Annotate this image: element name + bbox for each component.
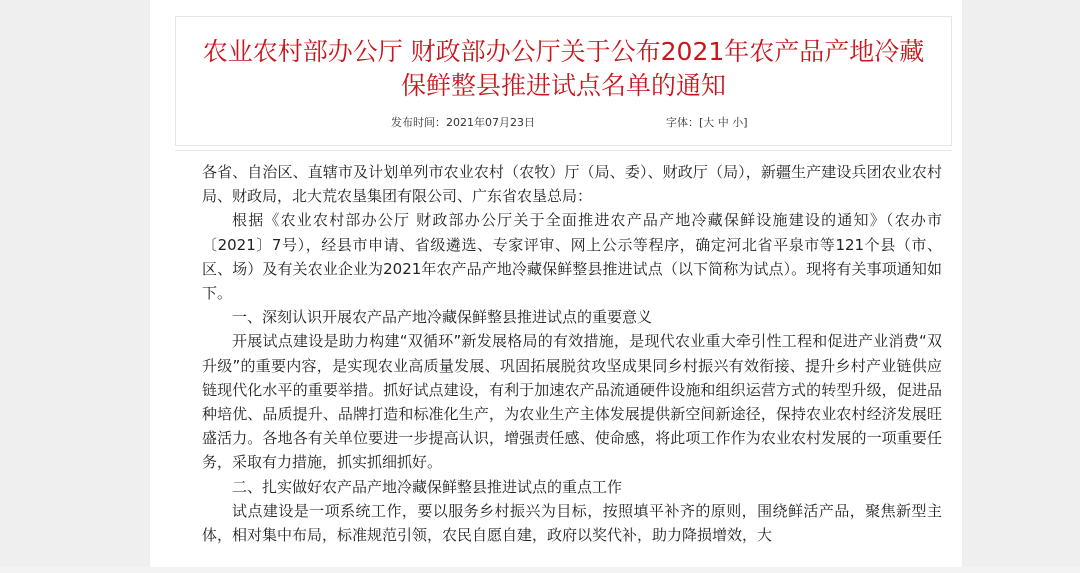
bottom-edge xyxy=(0,567,1080,573)
article-title xyxy=(176,35,951,103)
article-title-line-2: 保鲜整县推进试点名单的通知 xyxy=(400,71,726,100)
font-size-switcher xyxy=(666,114,748,130)
font-size-large-link[interactable]: 大 xyxy=(703,116,715,129)
publish-date: 发布时间：2021年07月23日 xyxy=(391,116,535,129)
section-heading-1: 一、深刻认识开展农产品产地冷藏保鲜整县推进试点的重要意义 xyxy=(232,308,653,327)
font-size-medium-link[interactable]: 中 xyxy=(717,116,729,129)
section-heading-2: 二、扎实做好农产品产地冷藏保鲜整县推进试点的重点工作 xyxy=(232,477,623,496)
font-size-bracket-close: ] xyxy=(743,116,748,129)
section-1-paragraph: 开展试点建设是助力构建“双循环”新发展格局的有效措施，是现代农业重大牵引性工程和促进产业消费“双升级”的重要内容，是实现农业高质量发展、巩固拓展脱贫攻坚成果同乡村振兴有效衔接、提升乡村产业链供应链现代化水平的重要举措。抓好试点建设，有利于加速农产品流通硬件设施和组织运营方式的转型升级，促进品种培优、品质提升、品牌打造和标准化生产，为农业生产主体发展提供新空间新途径，保持农业农村经济发展旺盛活力。各地各有关单位要进一步提高认识，增强责任感、使命感，将此项工作作为农业农村发展的一项重要任务，采取有力措施，抓实抓细抓好。 xyxy=(202,332,942,472)
right-margin xyxy=(962,0,1080,573)
left-margin xyxy=(0,0,150,573)
font-size-label: 字体：[ xyxy=(666,116,704,129)
font-size-small-link[interactable]: 小 xyxy=(732,116,744,129)
section-2-paragraph: 试点建设是一项系统工作，要以服务乡村振兴为目标，按照填平补齐的原则，围绕鲜活产品，聚焦新型主体，相对集中布局，标准规范引领，农民自愿自建，政府以奖代补，助力降损增效，大 xyxy=(202,501,942,545)
article-title-line-1: 农业农村部办公厅 财政部办公厅关于公布2021年农产品产地冷藏 xyxy=(202,37,925,66)
article-header xyxy=(175,16,952,146)
header-divider xyxy=(175,150,952,151)
article-body xyxy=(202,160,942,547)
article-page xyxy=(150,0,962,573)
salutation-paragraph: 各省、自治区、直辖市及计划单列市农业农村（农牧）厅（局、委）、财政厅（局），新疆生产建设兵团农业农村局、财政局，北大荒农垦集团有限公司、广东省农垦总局： xyxy=(202,163,942,206)
intro-paragraph: 根据《农业农村部办公厅 财政部办公厅关于全面推进农产品产地冷藏保鲜设施建设的通知》（农办市〔2021〕7号），经县市申请、省级遴选、专家评审、网上公示等程序，确定河北省平泉市等121个县（市、区、场）及有关农业企业为2021年农产品产地冷藏保鲜整县推进试点（以下简称为试点）。现将有关事项通知如下。 xyxy=(202,211,942,303)
